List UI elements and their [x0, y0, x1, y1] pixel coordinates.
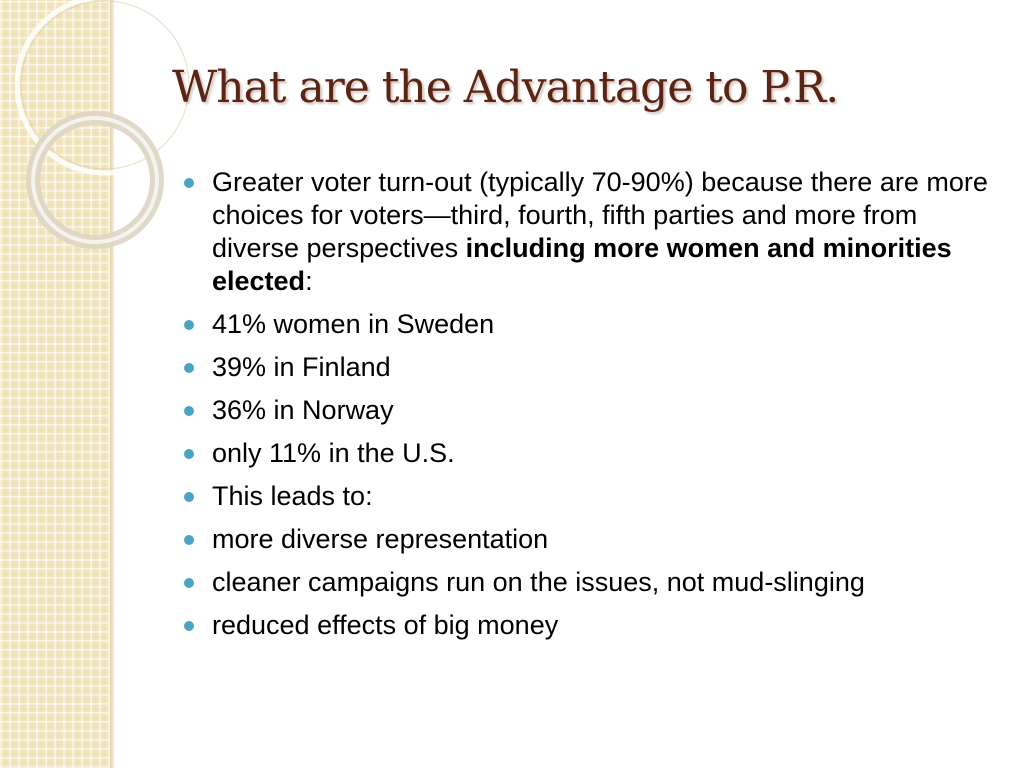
bullet-dot-icon — [184, 492, 194, 502]
bullet-dot-icon — [184, 621, 194, 631]
bullet-text: reduced effects of big money — [212, 610, 559, 640]
bullet-list — [184, 166, 1004, 652]
bullet-dot-icon — [184, 320, 194, 330]
bullet-dot-icon — [184, 535, 194, 545]
bullet-text: 39% in Finland — [212, 352, 391, 382]
bullet-item-money — [184, 609, 1004, 642]
slide-title: What are the Advantage to P.R. — [172, 62, 839, 113]
bullet-text: 36% in Norway — [212, 395, 394, 425]
bullet-item-campaigns — [184, 566, 1004, 599]
bullet-text: 41% women in Sweden — [212, 309, 495, 339]
decorative-rings-icon — [0, 0, 140, 260]
bullet-dot-icon — [184, 363, 194, 373]
bullet-item-finland — [184, 351, 1004, 384]
bullet-item-norway — [184, 394, 1004, 427]
bullet-item-turnout — [184, 166, 1004, 298]
bullet-item-leads-to — [184, 480, 1004, 513]
bullet-suffix: : — [305, 266, 313, 296]
bullet-dot-icon — [184, 406, 194, 416]
bullet-item-us — [184, 437, 1004, 470]
bullet-item-sweden — [184, 308, 1004, 341]
bullet-text: more diverse representation — [212, 524, 549, 554]
bullet-text: cleaner campaigns run on the issues, not mud-slinging — [212, 567, 865, 597]
bullet-text: This leads to: — [212, 481, 373, 511]
bullet-dot-icon — [184, 578, 194, 588]
bullet-item-representation — [184, 523, 1004, 556]
bullet-dot-icon — [184, 178, 194, 188]
bullet-dot-icon — [184, 449, 194, 459]
bullet-text: Greater voter turn-out (typically 70-90%) because there are more choices for voters—third, fourth, fifth parties and more from diverse perspectives — [212, 167, 988, 263]
bullet-bold-text: including more women and minorities elected — [212, 233, 952, 296]
bullet-text: only 11% in the U.S. — [212, 438, 455, 468]
